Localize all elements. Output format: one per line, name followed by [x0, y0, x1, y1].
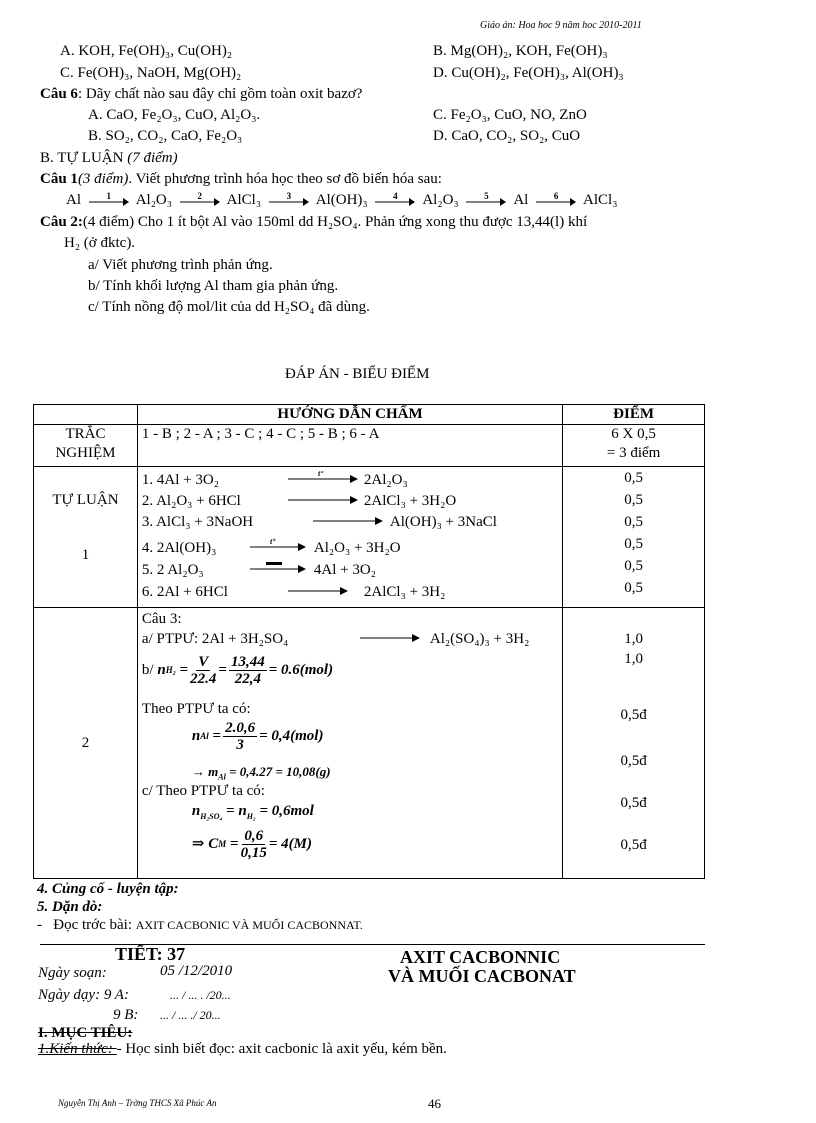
- equation-4: 4. 2Al(OH)₃: [141, 540, 217, 556]
- essay-heading-text: B. TỰ LUẬN: [40, 150, 128, 166]
- part-a-right: Al₂(SO₄)₃ + 3H₂: [429, 631, 530, 647]
- score: 0,5: [624, 580, 643, 596]
- fraction: [241, 828, 267, 861]
- m-symbol: → m: [191, 764, 219, 779]
- fraction: [223, 720, 257, 753]
- score: 0,5: [624, 536, 643, 552]
- result: = 0.6(mol): [268, 662, 334, 678]
- eq-right: 2AlCl₃ + 3H₂: [363, 584, 446, 600]
- eq-arrow: [250, 537, 306, 559]
- essay-q1-text: . Viết phương trình hóa học theo sơ đồ biến hóa sau:: [128, 171, 442, 187]
- q5-option-d: D. Cu(OH)₂, Fe(OH)₃, Al(OH)₃: [433, 65, 624, 81]
- section-5-title: AXIT CACBONIC VÀ MUỐI CACBONNAT.: [135, 918, 363, 932]
- denominator: 22.4: [190, 671, 217, 687]
- essay-q1-label: Câu 1: [40, 171, 78, 187]
- q6-option-a: A. CaO, Fe₂O₃, CuO, Al₂O₃.: [88, 107, 261, 123]
- svg-text:t°: t°: [269, 537, 276, 546]
- numerator: 2.0,6: [225, 720, 256, 736]
- part-a-eq: a/ PTPƯ: 2Al + 3H₂SO₄: [141, 631, 289, 647]
- section-5-item: [37, 916, 363, 934]
- table-header-row: [34, 405, 705, 425]
- eq-right: 4Al + 3O₂: [313, 562, 376, 578]
- svg-text:t°: t°: [317, 471, 324, 478]
- section-5: 5. Dặn dò:: [37, 899, 103, 915]
- theo-ptpu-1: Theo PTPƯ ta có:: [141, 701, 251, 717]
- n-al-formula: n Al = $\frac{2.0,6}{3}$ = 0,4(mol): [191, 720, 324, 753]
- score: 0,5đ: [620, 753, 647, 769]
- score: 0,5: [624, 492, 643, 508]
- essay-q2: [40, 213, 587, 231]
- table-header-empty: [34, 405, 138, 425]
- teach-date-b: ... / ... ./ 20...: [160, 1008, 221, 1022]
- lesson-title-1: AXIT CACBONNIC: [400, 947, 561, 967]
- lesson-title-2: VÀ MUỐI CACBONAT: [388, 966, 576, 986]
- mc-answers: 1 - B ; 2 - A ; 3 - C ; 4 - C ; 5 - B ; 6 - A: [137, 425, 562, 467]
- lesson-number: TIẾT: 37: [115, 944, 186, 964]
- q6-text: : Dãy chất nào sau đây chỉ gồm toàn oxit bazơ?: [77, 86, 363, 102]
- chain-arrow: [375, 190, 415, 206]
- chain-step-label: 3: [286, 190, 292, 201]
- chain-step-label: 2: [197, 190, 202, 201]
- essay-points: (7 điểm): [127, 150, 178, 166]
- eq-right: 2Al₂O₃: [363, 472, 408, 488]
- part-c-label: c/ Theo PTPƯ ta có:: [141, 783, 265, 799]
- mc-label-line2: NGHIỆM: [55, 445, 116, 461]
- chain-species: Al: [66, 192, 81, 208]
- mc-label-cell: [34, 425, 138, 467]
- answer-table: [33, 404, 705, 879]
- q5-option-b: B. Mg(OH)₂, KOH, Fe(OH)₃: [433, 43, 608, 59]
- chain-species: AlCl₃: [583, 192, 618, 208]
- cm-subscript: M: [218, 839, 227, 849]
- essay-q2-part-c: c/ Tính nồng độ mol/lit của dd H₂SO₄ đã dùng.: [88, 299, 370, 315]
- essay2-solution: [137, 608, 562, 879]
- score: 0,5đ: [620, 837, 647, 853]
- essay1-equations: [137, 467, 562, 608]
- chain-step-label: 1: [106, 190, 111, 201]
- mc-score-line2: = 3 điểm: [606, 445, 661, 461]
- denominator: 0,15: [240, 845, 267, 861]
- essay-label: TỰ LUẬN: [52, 492, 119, 508]
- bullet-dash: -: [37, 917, 42, 933]
- chain-arrow: [180, 190, 220, 206]
- section-4: 4. Củng cố - luyện tập:: [37, 881, 179, 897]
- essay1-number: 1: [81, 547, 90, 563]
- result: = 0,4.27 = 10,08(g): [229, 764, 331, 779]
- cm-symbol: ⇒ C: [191, 836, 219, 852]
- table-header-guide: HƯỚNG DẪN CHẤM: [137, 405, 562, 425]
- equation-1: [142, 471, 219, 490]
- mc-label-line1: TRẮC: [65, 426, 106, 442]
- page-header: Giáo án: Hoa hoc 9 năm hoc 2010-2011: [480, 20, 642, 31]
- fraction: [229, 654, 267, 687]
- cm-formula: ⇒ C M = $\frac{0,6}{0,15}$ = 4(M): [191, 828, 312, 861]
- eq-right: Al₂O₃ + 3H₂O: [313, 540, 401, 556]
- eq-left: 1. 4Al + 3O₂: [141, 472, 219, 488]
- equals: = n: [226, 803, 247, 819]
- part-b-formula: b/ n H₂ = $\frac{V}{22.4}$ = $\frac{13,44}{22,4}$ = 0.6(mol): [141, 654, 334, 687]
- essay1-scores: [563, 467, 705, 608]
- chain-species: Al₂O₃: [135, 192, 172, 208]
- chain-step-label: 6: [553, 190, 559, 201]
- q6-question: [40, 85, 362, 103]
- mc-score-cell: [563, 425, 705, 467]
- n-symbol: n: [191, 803, 201, 819]
- q6-option-d: D. CaO, CO₂, SO₂, CuO: [433, 128, 581, 144]
- score: 1,0: [624, 651, 643, 667]
- score: 0,5: [624, 514, 643, 530]
- table-row-mc: [34, 425, 705, 467]
- q6-label: Câu 6: [40, 86, 78, 102]
- footer-author: Nguyễn Thị Anh – Trờng THCS Xã Phúc An: [58, 1098, 217, 1108]
- chain-step-label: 4: [393, 190, 398, 201]
- eq-arrow: [250, 559, 306, 581]
- n-subscript: H₂: [246, 812, 256, 821]
- chain-arrow: [89, 190, 129, 206]
- numerator: 0,6: [244, 828, 264, 844]
- n-subscript: H₂: [165, 665, 176, 675]
- mc-score-line1: 6 X 0,5: [611, 426, 656, 442]
- section-5-text: Đọc trớc bài:: [53, 917, 136, 933]
- chain-species: Al: [513, 192, 529, 208]
- essay1-label-cell: [34, 467, 138, 608]
- table-row-essay2: [34, 608, 705, 879]
- result: = 4(M): [268, 836, 312, 852]
- teach-date-label: Ngày dạy: 9 A:: [38, 987, 129, 1003]
- essay-heading: [40, 149, 178, 167]
- eq-arrow: [313, 513, 383, 533]
- eq-arrow: [360, 630, 420, 650]
- essay-q1: [40, 170, 442, 188]
- result: = 0,4(mol): [259, 728, 324, 744]
- eq-arrow: [288, 583, 348, 603]
- eq-arrow: [288, 471, 358, 491]
- equation-2: 2. Al₂O₃ + 6HCl: [141, 493, 241, 509]
- n-symbol: n: [157, 662, 166, 678]
- equation-6: 6. 2Al + 6HCl: [141, 584, 228, 600]
- eq-right: 2AlCl₃ + 3H₂O: [363, 493, 457, 509]
- score: 0,5đ: [620, 707, 647, 723]
- essay2-label-cell: [34, 608, 138, 879]
- q5-option-a: A. KOH, Fe(OH)₃, Cu(OH)₂: [60, 43, 233, 59]
- essay-q2-text-cont: H₂ (ở đktc).: [64, 235, 136, 251]
- objectives-heading: I. MỤC TIÊU:: [38, 1025, 133, 1041]
- equation-3: 3. AlCl₃ + 3NaOH: [141, 514, 254, 530]
- n-subscript: H₂SO₄: [200, 812, 223, 821]
- essay-q2-text: (4 điểm) Cho 1 ít bột Al vào 150ml dd H₂SO₄. Phản ứng xong thu được 13,44(l) khí: [82, 214, 588, 230]
- teach-date-a: ... / ... . /20...: [170, 988, 231, 1002]
- chain-species: Al₂O₃: [422, 192, 459, 208]
- eq-arrow: [288, 492, 358, 512]
- chain-arrow: [269, 190, 309, 206]
- n-h2so4-formula: [192, 802, 314, 826]
- part-b-label: b/: [141, 662, 154, 678]
- essay-q2-part-b: b/ Tính khối lượng Al tham gia phản ứng.: [88, 278, 339, 294]
- prep-date-label: Ngày soạn:: [38, 965, 107, 981]
- n-symbol: n: [191, 728, 201, 744]
- essay-q2-label: Câu 2:: [40, 214, 83, 230]
- n-subscript: Al: [200, 731, 209, 741]
- page-number: 46: [428, 1096, 441, 1111]
- q6-option-c: C. Fe₂O₃, CuO, NO, ZnO: [433, 107, 587, 123]
- table-header-score: ĐIỂM: [563, 405, 705, 425]
- essay2-number: 2: [81, 734, 90, 751]
- score: 0,5: [624, 470, 643, 486]
- equation-5: 5. 2 Al₂O₃: [141, 562, 204, 578]
- chain-arrow: [466, 190, 506, 206]
- essay-q1-points: (3 điểm): [77, 171, 129, 187]
- score: 0,5: [624, 558, 643, 574]
- table-row-essay1: [34, 467, 705, 608]
- denominator: 22,4: [234, 671, 261, 687]
- essay-q2-part-a: a/ Viết phương trình phản ứng.: [88, 257, 273, 273]
- m-subscript: Al: [218, 772, 226, 782]
- knowledge-text: - Học sinh biết đọc: axit cacbonic là axit yếu, kém bền.: [116, 1041, 447, 1057]
- result: = 0,6mol: [259, 803, 314, 819]
- chain-arrow: [536, 190, 576, 206]
- numerator: V: [198, 654, 209, 670]
- prep-date: 05 /12/2010: [160, 963, 233, 979]
- fraction: [190, 654, 216, 687]
- chain-species: Al(OH)₃: [315, 192, 368, 208]
- reaction-chain: [66, 191, 617, 209]
- knowledge-objective: [38, 1040, 447, 1058]
- chain-species: AlCl₃: [226, 192, 262, 208]
- knowledge-label: 1.Kiến thức:: [38, 1041, 117, 1057]
- answer-title: ĐÁP ÁN - BIỂU ĐIỂM: [285, 366, 430, 382]
- score: 0,5đ: [620, 795, 647, 811]
- denominator: 3: [236, 737, 244, 753]
- score: 1,0: [624, 631, 643, 647]
- eq-right: Al(OH)₃ + 3NaCl: [389, 514, 497, 530]
- essay2-scores: [563, 608, 705, 879]
- c3-label: Câu 3:: [141, 611, 182, 627]
- teach-date-b-label: 9 B:: [113, 1007, 139, 1023]
- q5-option-c: C. Fe(OH)₃, NaOH, Mg(OH)₂: [60, 65, 242, 81]
- chain-step-label: 5: [484, 190, 489, 201]
- q6-option-b: B. SO₂, CO₂, CaO, Fe₂O₃: [88, 128, 243, 144]
- numerator: 13,44: [230, 654, 265, 670]
